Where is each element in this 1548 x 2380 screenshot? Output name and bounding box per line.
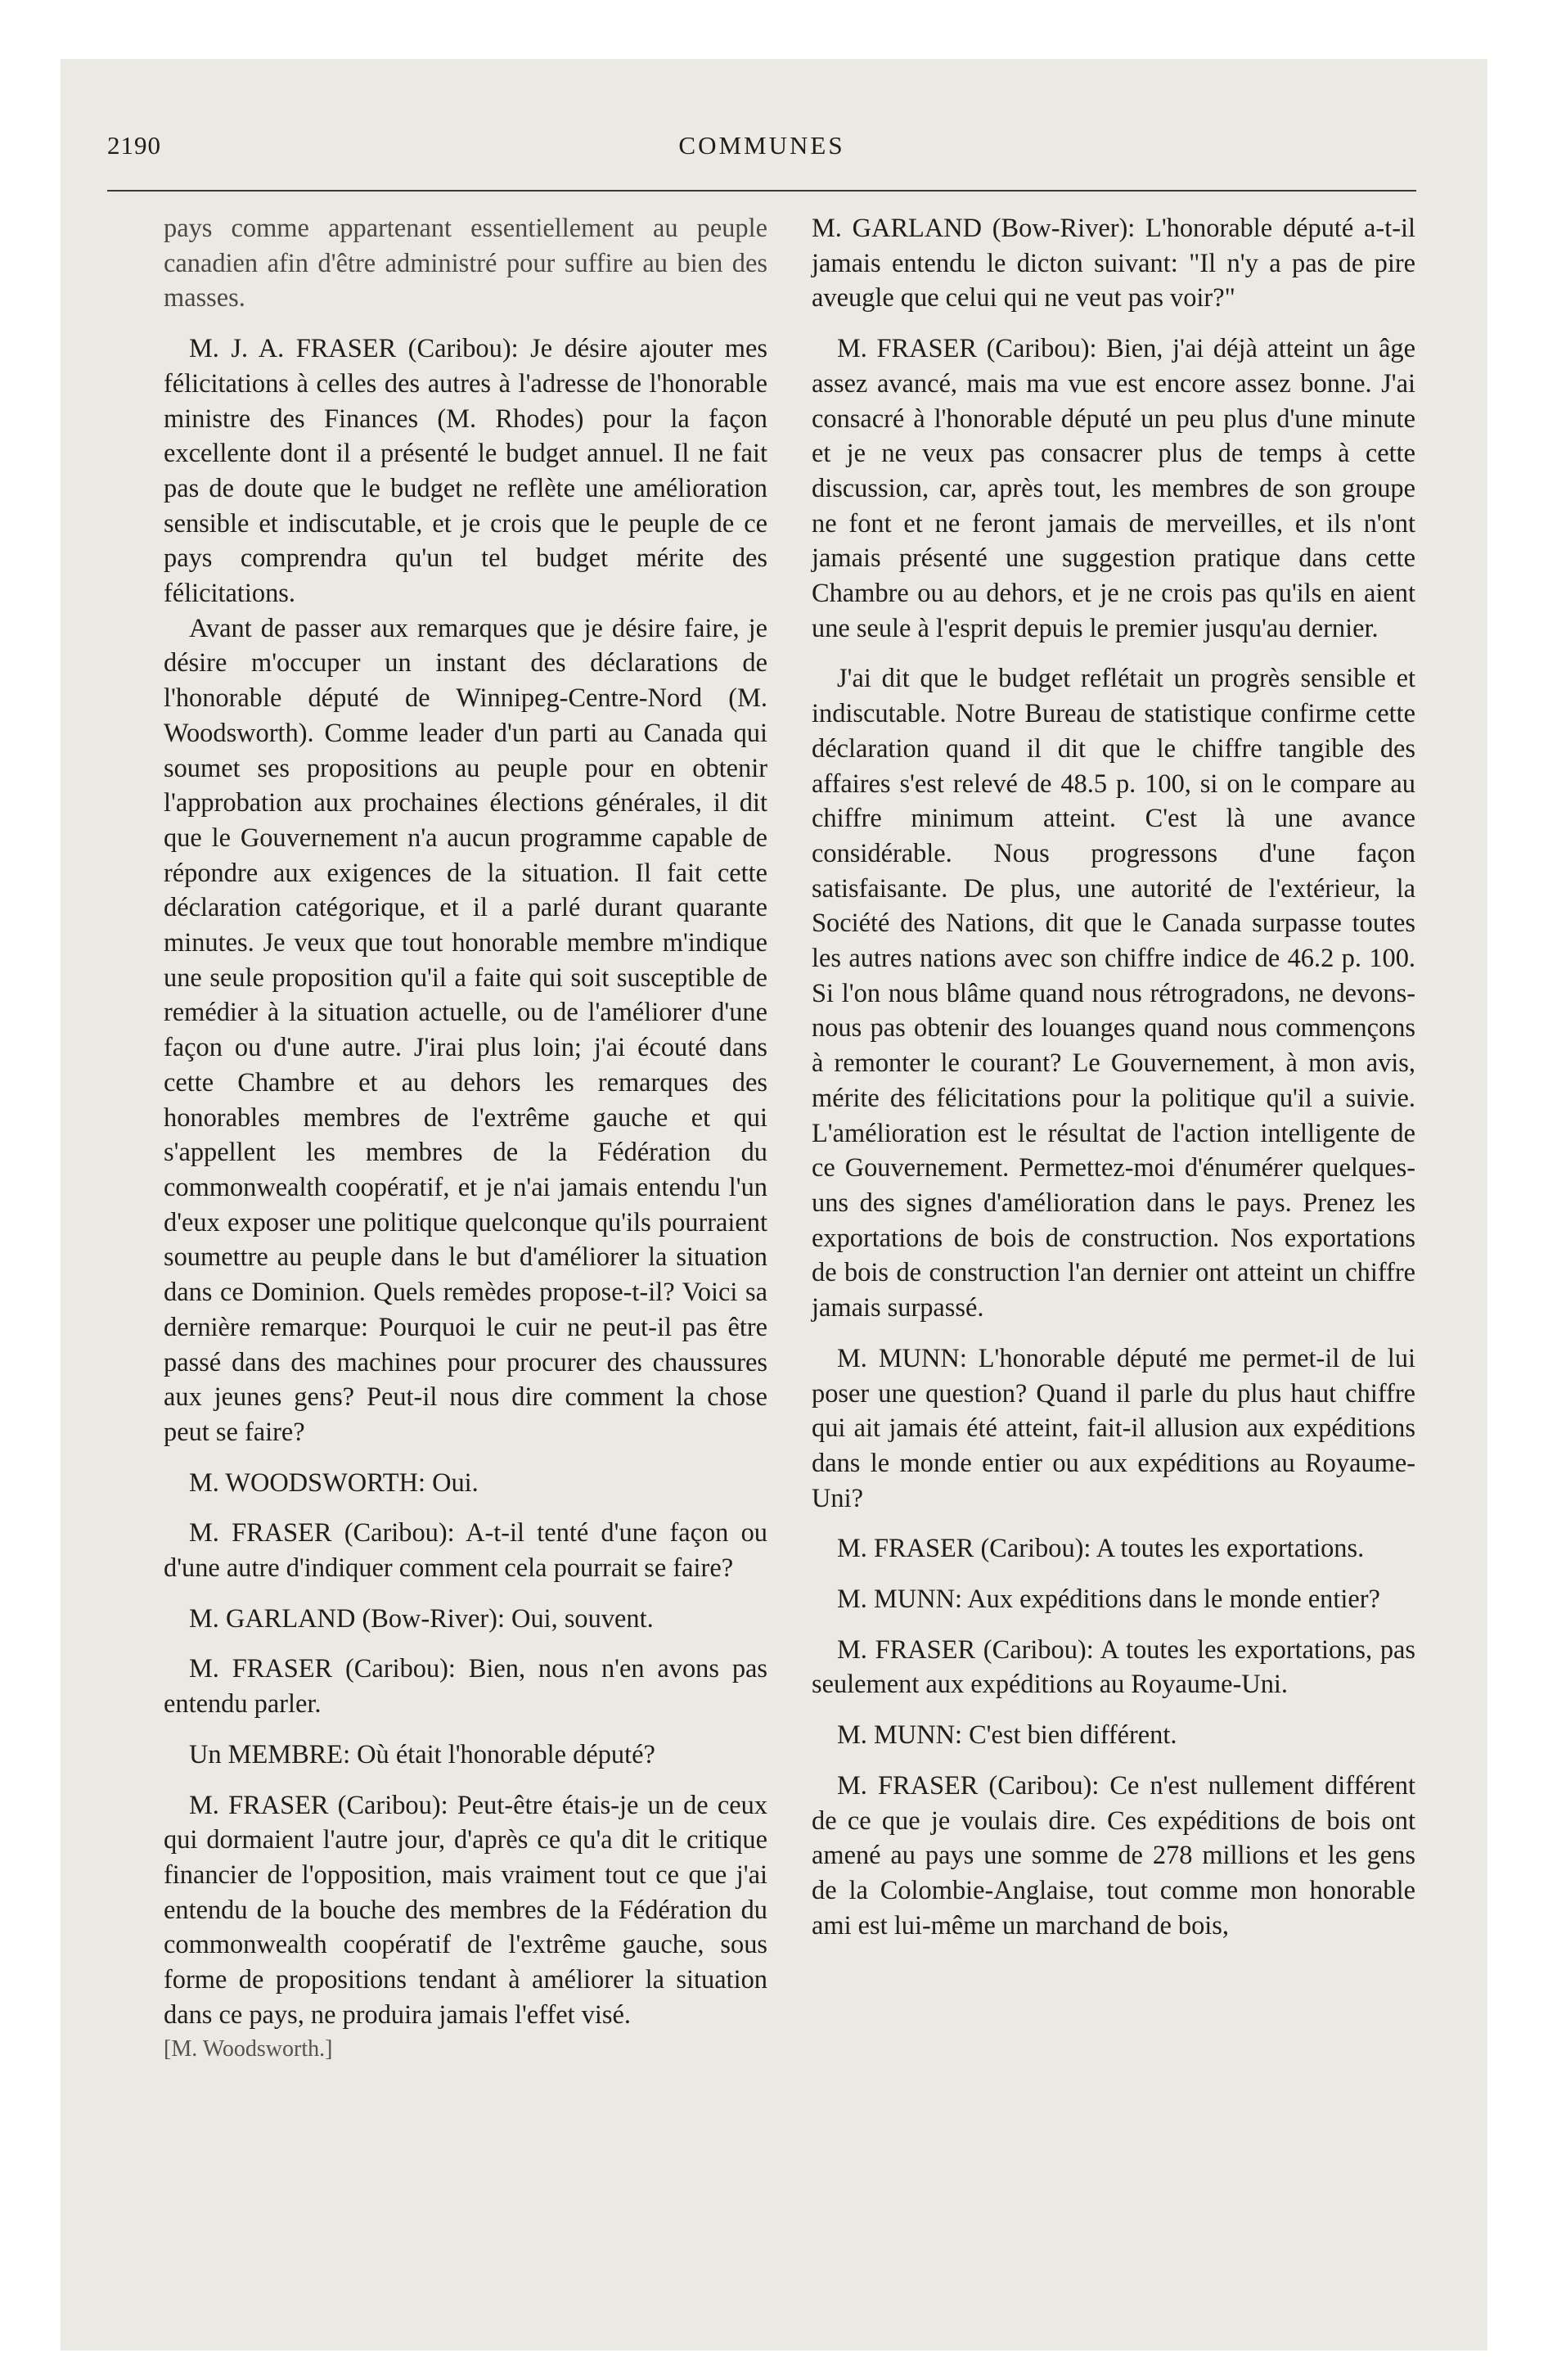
paragraph: pays comme appartenant essentiellement au peuple canadien afin d'être administré pour suffire au bien des masses. bbox=[164, 214, 767, 313]
paragraph: Avant de passer aux remarques que je désire faire, je désire m'occuper un instant des déclarations de l'honorable député de Winnipeg-Centre-Nord (M. Woodsworth). Comme leader d'un parti au Canada qui soumet ses propositions au peuple pour en obtenir l'approbation aux prochaines élections générales, il dit que le Gouvernement n'a aucun programme capable de répondre aux exigences de la situation. Il fait cette déclaration catégorique, et il a parlé durant quarante minutes. Je veux que tout honorable membre m'indique une seule proposition qu'il a faite qui soit susceptible de remédier à la situation actuelle, ou de l'améliorer d'une façon ou d'une autre. J'irai plus loin; j'ai écouté dans cette Chambre et au dehors les remarques des honorables membres de l'extrême gauche et qui s'appellent les membres de la Fédération du commonwealth coopératif, et je n'ai jamais entendu l'un d'eux exposer une politique quelconque qu'ils pourraient soumettre au peuple dans le but d'améliorer la situation dans ce Dominion. Quels remèdes propose-t-il? Voici sa dernière remarque: Pourquoi le cuir ne peut-il pas être passé dans des machines pour procurer des chaussures aux jeunes gens? Peut-il nous dire comment la chose peut se faire? bbox=[164, 613, 767, 1447]
paragraph: M. J. A. FRASER (Caribou): Je désire ajouter mes félicitations à celles des autres à l'adresse de l'honorable ministre des Finances (M. Rhodes) pour la façon excellente dont il a présenté le budget annuel. Il ne fait pas de doute que le budget ne reflète une amélioration sensible et indiscutable, et je crois que le peuple de ce pays comprendra qu'un tel budget mérite des félicitations. bbox=[164, 334, 767, 609]
right-column bbox=[812, 211, 1415, 1943]
paragraph: J'ai dit que le budget reflétait un progrès sensible et indiscutable. Notre Bureau de statistique confirme cette déclaration quand il dit que le chiffre tangible des affaires s'est relevé de 48.5 p. 100, si on le compare au chiffre minimum atteint. C'est là une avance considérable. Nous progressons d'une façon satisfaisante. De plus, une autorité de l'extérieur, la Société des Nations, dit que le Canada surpasse toutes les autres nations avec son chiffre indice de 46.2 p. 100. Si l'on nous blâme quand nous rétrogradons, ne devons-nous pas obtenir des louanges quand nous commençons à remonter le courant? Le Gouvernement, à mon avis, mérite des félicitations pour la politique qu'il a suivie. L'amélioration est le résultat de l'action intelligente de ce Gouvernement. Permettez-moi d'énumérer quelques-uns des signes d'amélioration dans le pays. Prenez les exportations de bois de construction. Nos exportations de bois de construction l'an dernier ont atteint un chiffre jamais surpassé. bbox=[812, 664, 1415, 1323]
running-head: COMMUNES bbox=[678, 131, 845, 160]
page-number: 2190 bbox=[107, 131, 161, 160]
paragraph: Un MEMBRE: Où était l'honorable député? bbox=[189, 1739, 655, 1769]
paragraph: M. GARLAND (Bow-River): Oui, souvent. bbox=[189, 1603, 654, 1634]
paragraph: M. MUNN: Aux expéditions dans le monde entier? bbox=[837, 1584, 1380, 1615]
paragraph: M. FRASER (Caribou): Bien, j'ai déjà atteint un âge assez avancé, mais ma vue est encore assez bonne. J'ai consacré à l'honorable député un peu plus d'une minute et je ne veux pas consacrer plus de temps à cette discussion, car, après tout, les membres de son groupe ne font et ne feront jamais de merveilles, et ils n'ont jamais présenté une suggestion pratique dans cette Chambre ou au dehors, et je ne crois pas qu'ils en aient une seule à l'esprit depuis le premier jusqu'au dernier. bbox=[812, 334, 1415, 643]
paragraph: M. FRASER (Caribou): Ce n'est nullement différent de ce que je voulais dire. Ces expéditions de bois ont amené au pays une somme de 278 millions et les gens de la Colombie-Anglaise, tout comme mon honorable ami est lui-même un marchand de bois, bbox=[812, 1770, 1415, 1941]
header-rule bbox=[107, 190, 1416, 192]
paragraph: M. WOODSWORTH: Oui. bbox=[189, 1467, 479, 1498]
paragraph: M. FRASER (Caribou): A toutes les exportations, pas seulement aux expéditions au Royaume-Uni. bbox=[812, 1634, 1415, 1700]
page-header bbox=[107, 131, 1416, 164]
paragraph: M. MUNN: C'est bien différent. bbox=[837, 1720, 1177, 1751]
paragraph: M. GARLAND (Bow-River): L'honorable député a-t-il jamais entendu le dicton suivant: "Il n'y a pas de pire aveugle que celui qui ne veut pas voir?" bbox=[812, 214, 1415, 313]
paragraph: M. FRASER (Caribou): A-t-il tenté d'une façon ou d'une autre d'indiquer comment cela pourrait se faire? bbox=[164, 1518, 767, 1584]
paragraph: M. MUNN: L'honorable député me permet-il de lui poser une question? Quand il parle du plus haut chiffre qui ait jamais été atteint, fait-il allusion aux expéditions dans le monde entier ou aux expéditions au Royaume-Uni? bbox=[812, 1343, 1415, 1513]
left-column bbox=[164, 211, 767, 2067]
paragraph: M. FRASER (Caribou): A toutes les exportations. bbox=[837, 1534, 1365, 1564]
paragraph: M. FRASER (Caribou): Peut-être étais-je un de ceux qui dormaient l'autre jour, d'après ce qu'a dit le critique financier de l'opposition, mais vraiment tout ce que j'ai entendu de la bouche des membres de la Fédération du commonwealth coopératif de l'extrême gauche, sous forme de propositions tendant à améliorer la situation dans ce pays, ne produira jamais l'effet visé. bbox=[164, 1790, 767, 2030]
speaker-marker: [M. Woodsworth.] bbox=[164, 2036, 333, 2062]
paragraph: M. FRASER (Caribou): Bien, nous n'en avons pas entendu parler. bbox=[164, 1654, 767, 1720]
